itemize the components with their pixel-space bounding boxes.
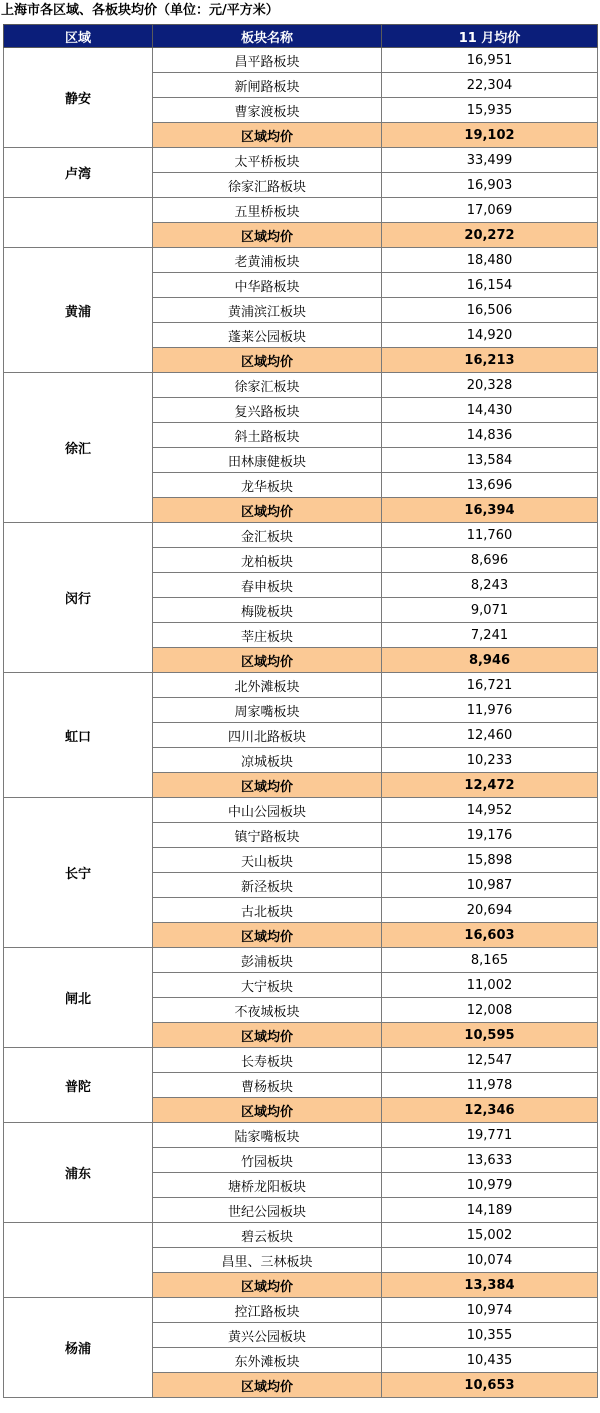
district-cell: [4, 1223, 153, 1298]
district-cell: 黄浦: [4, 248, 153, 373]
table-row: [4, 1223, 598, 1248]
average-price-cell: 20,272: [382, 223, 598, 248]
price-cell: 11,978: [382, 1073, 598, 1098]
block-name-cell: 不夜城板块: [153, 998, 382, 1023]
block-name-cell: 昌里、三林板块: [153, 1248, 382, 1273]
price-cell: 20,694: [382, 898, 598, 923]
price-cell: 13,696: [382, 473, 598, 498]
price-cell: 14,430: [382, 398, 598, 423]
header-row: [4, 25, 598, 48]
price-cell: 14,189: [382, 1198, 598, 1223]
block-name-cell: 复兴路板块: [153, 398, 382, 423]
table-row: [4, 523, 598, 548]
block-name-cell: 梅陇板块: [153, 598, 382, 623]
price-cell: 16,903: [382, 173, 598, 198]
price-cell: 19,176: [382, 823, 598, 848]
price-cell: 11,760: [382, 523, 598, 548]
price-cell: 16,506: [382, 298, 598, 323]
price-cell: 19,771: [382, 1123, 598, 1148]
block-name-cell: 龙柏板块: [153, 548, 382, 573]
district-cell: 普陀: [4, 1048, 153, 1123]
average-price-cell: 12,472: [382, 773, 598, 798]
block-name-cell: 莘庄板块: [153, 623, 382, 648]
header-block-name: 板块名称: [153, 25, 382, 48]
average-label: 区域均价: [153, 923, 382, 948]
price-cell: 20,328: [382, 373, 598, 398]
price-cell: 10,233: [382, 748, 598, 773]
block-name-cell: 曹家渡板块: [153, 98, 382, 123]
average-label: 区域均价: [153, 498, 382, 523]
block-name-cell: 徐家汇路板块: [153, 173, 382, 198]
price-cell: 11,002: [382, 973, 598, 998]
block-name-cell: 春申板块: [153, 573, 382, 598]
table-row: [4, 798, 598, 823]
block-name-cell: 黄浦滨江板块: [153, 298, 382, 323]
price-table: [3, 24, 598, 1398]
block-name-cell: 太平桥板块: [153, 148, 382, 173]
price-cell: 15,002: [382, 1223, 598, 1248]
average-label: 区域均价: [153, 773, 382, 798]
block-name-cell: 控江路板块: [153, 1298, 382, 1323]
average-price-cell: 10,653: [382, 1373, 598, 1398]
table-row: [4, 1123, 598, 1148]
block-name-cell: 蓬莱公园板块: [153, 323, 382, 348]
average-label: 区域均价: [153, 223, 382, 248]
price-cell: 8,696: [382, 548, 598, 573]
price-cell: 8,165: [382, 948, 598, 973]
block-name-cell: 四川北路板块: [153, 723, 382, 748]
average-label: 区域均价: [153, 348, 382, 373]
block-name-cell: 曹杨板块: [153, 1073, 382, 1098]
block-name-cell: 古北板块: [153, 898, 382, 923]
price-cell: 14,836: [382, 423, 598, 448]
price-cell: 16,951: [382, 48, 598, 73]
price-cell: 7,241: [382, 623, 598, 648]
district-cell: 卢湾: [4, 148, 153, 198]
block-name-cell: 斜土路板块: [153, 423, 382, 448]
block-name-cell: 彭浦板块: [153, 948, 382, 973]
average-price-cell: 16,603: [382, 923, 598, 948]
district-cell: 长宁: [4, 798, 153, 948]
block-name-cell: 凉城板块: [153, 748, 382, 773]
block-name-cell: 周家嘴板块: [153, 698, 382, 723]
block-name-cell: 长寿板块: [153, 1048, 382, 1073]
header-district: 区域: [4, 25, 153, 48]
average-label: 区域均价: [153, 1098, 382, 1123]
average-label: 区域均价: [153, 1273, 382, 1298]
district-cell: 闸北: [4, 948, 153, 1048]
average-label: 区域均价: [153, 648, 382, 673]
table-row: [4, 248, 598, 273]
price-cell: 10,979: [382, 1173, 598, 1198]
table-row: [4, 148, 598, 173]
price-cell: 13,584: [382, 448, 598, 473]
price-cell: 16,154: [382, 273, 598, 298]
price-cell: 13,633: [382, 1148, 598, 1173]
block-name-cell: 龙华板块: [153, 473, 382, 498]
block-name-cell: 金汇板块: [153, 523, 382, 548]
price-cell: 15,898: [382, 848, 598, 873]
average-price-cell: 19,102: [382, 123, 598, 148]
average-label: 区域均价: [153, 123, 382, 148]
price-cell: 12,547: [382, 1048, 598, 1073]
average-price-cell: 13,384: [382, 1273, 598, 1298]
block-name-cell: 世纪公园板块: [153, 1198, 382, 1223]
price-cell: 14,952: [382, 798, 598, 823]
table-row: [4, 673, 598, 698]
district-cell: 徐汇: [4, 373, 153, 523]
average-price-cell: 8,946: [382, 648, 598, 673]
district-cell: [4, 198, 153, 248]
average-price-cell: 16,213: [382, 348, 598, 373]
price-cell: 8,243: [382, 573, 598, 598]
price-cell: 12,008: [382, 998, 598, 1023]
price-cell: 22,304: [382, 73, 598, 98]
block-name-cell: 新泾板块: [153, 873, 382, 898]
district-cell: 浦东: [4, 1123, 153, 1223]
block-name-cell: 镇宁路板块: [153, 823, 382, 848]
price-cell: 12,460: [382, 723, 598, 748]
district-cell: 杨浦: [4, 1298, 153, 1398]
price-cell: 10,355: [382, 1323, 598, 1348]
header-nov-price: 11 月均价: [382, 25, 598, 48]
price-cell: 18,480: [382, 248, 598, 273]
block-name-cell: 新闸路板块: [153, 73, 382, 98]
block-name-cell: 五里桥板块: [153, 198, 382, 223]
price-cell: 16,721: [382, 673, 598, 698]
table-body: [4, 48, 598, 1398]
block-name-cell: 东外滩板块: [153, 1348, 382, 1373]
price-cell: 11,976: [382, 698, 598, 723]
price-cell: 9,071: [382, 598, 598, 623]
block-name-cell: 老黄浦板块: [153, 248, 382, 273]
price-cell: 10,974: [382, 1298, 598, 1323]
price-cell: 10,987: [382, 873, 598, 898]
block-name-cell: 大宁板块: [153, 973, 382, 998]
average-price-cell: 12,346: [382, 1098, 598, 1123]
table-row: [4, 1048, 598, 1073]
district-cell: 闵行: [4, 523, 153, 673]
table-row: [4, 48, 598, 73]
price-cell: 15,935: [382, 98, 598, 123]
block-name-cell: 黄兴公园板块: [153, 1323, 382, 1348]
block-name-cell: 昌平路板块: [153, 48, 382, 73]
district-cell: 虹口: [4, 673, 153, 798]
price-cell: 10,435: [382, 1348, 598, 1373]
table-row: [4, 198, 598, 223]
table-title: 上海市各区域、各板块均价（单位：元/平方米）: [1, 3, 279, 18]
table-row: [4, 1298, 598, 1323]
block-name-cell: 中山公园板块: [153, 798, 382, 823]
average-price-cell: 10,595: [382, 1023, 598, 1048]
price-cell: 17,069: [382, 198, 598, 223]
block-name-cell: 竹园板块: [153, 1148, 382, 1173]
table-row: [4, 373, 598, 398]
district-cell: 静安: [4, 48, 153, 148]
price-cell: 14,920: [382, 323, 598, 348]
block-name-cell: 田林康健板块: [153, 448, 382, 473]
block-name-cell: 北外滩板块: [153, 673, 382, 698]
average-price-cell: 16,394: [382, 498, 598, 523]
block-name-cell: 碧云板块: [153, 1223, 382, 1248]
price-cell: 10,074: [382, 1248, 598, 1273]
block-name-cell: 塘桥龙阳板块: [153, 1173, 382, 1198]
block-name-cell: 徐家汇板块: [153, 373, 382, 398]
average-label: 区域均价: [153, 1023, 382, 1048]
price-cell: 33,499: [382, 148, 598, 173]
block-name-cell: 天山板块: [153, 848, 382, 873]
block-name-cell: 中华路板块: [153, 273, 382, 298]
average-label: 区域均价: [153, 1373, 382, 1398]
block-name-cell: 陆家嘴板块: [153, 1123, 382, 1148]
table-row: [4, 948, 598, 973]
